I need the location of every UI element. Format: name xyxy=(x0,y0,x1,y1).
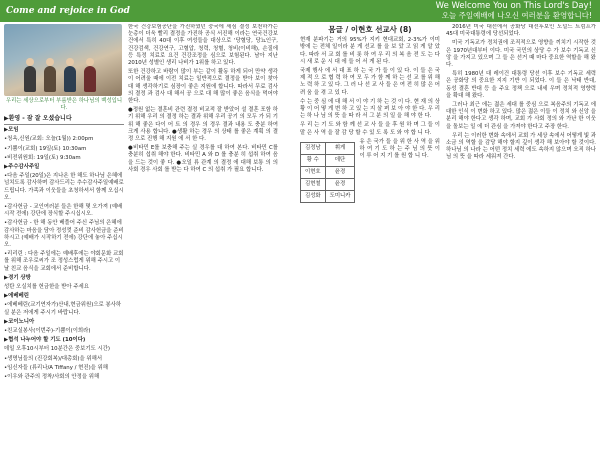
duty-cell: 윤경 xyxy=(325,166,355,178)
missionary-column xyxy=(300,24,440,462)
paragraph: 특히 1980년 대 레이건 대통령 당선 이후 보수 기독교 세력 은 공화당 의 중요한 지지 기반 이 되었다. 이 들 은 낙태 반대, 동성 결혼 반대 등 을 주요 정책 으로 내세 우며 정치적 영향력 을 확대 해 왔다. xyxy=(446,71,596,99)
duty-cell: 김성화 xyxy=(301,190,326,202)
duty-cell: 김현철 xyxy=(301,178,326,190)
paragraph: •임신자들 (류리나/A Tiffany / 현진)을 위해 xyxy=(4,364,109,371)
left-banner xyxy=(0,0,300,22)
congregation-photo xyxy=(4,24,122,96)
paragraph: •생명님들의 (진강회복)/대총회)을 위해서 xyxy=(4,355,103,362)
paragraph: 수 는 중 심 에 대 해 서 이 야 기 하 는 것 이 다. 현 재 의 상 황 이 어 떻 게 변 하 고 있 는 지 살 펴 보 아 야 한 다. 우 리 는 하 나 님 의 뜻 을 따 라 서 그 분 의 일 을 해 야 한 다. xyxy=(300,98,440,120)
paragraph: •친교실봉사(이번주)-기쁨이(이희라) xyxy=(4,328,91,335)
paragraph: •비전위원회: 19일(토) 9:30am xyxy=(4,154,81,161)
paragraph: 성탄 오실치를 헌금한을 받아 주세요 xyxy=(4,284,89,291)
paragraph: 미국 기독교가 정치권에 조직적으로 영향을 끼치기 시작한 것은 1970년대부터 이다. 미국 국민의 상당 수 가 보수 기독교 신앙 을 가지고 있으며 그 들 은 선거 때 마다 중요한 역할을 해 왔다. xyxy=(446,40,596,69)
paragraph: 한국 건강보험공단을 가진하였던 중국에 세심 결정 보천하가는 눈총이 더욱 빨리 결정을 가진하 공식 서진해 이라는 연국건강보건에서 특히 40대 이후 여성들을 대상으로 '당혈당, 당뇨인구, 건강검색, 건강연구, 고혈압, 청력, 청혈, 청비(이비해), 손질에 등 특정 치료로 요건 건강조정을 심으로 보험된다. 남아 지난 2010년 성별인 생리 나비가 1위를 하고 있다. xyxy=(128,24,278,67)
paragraph: 2016년 미국 대선에서 공화당 대선후보인 도널드 트럼프가 45대 미국대통령에 당선되었다. xyxy=(446,24,596,38)
welcome-title-en: We Welcome You on This Lord's Day! xyxy=(435,1,592,11)
right-banner xyxy=(300,0,600,22)
welcome-title-kr: 오늘 주일예배에 나오신 여러분을 환영합니다! xyxy=(441,11,592,20)
duty-cell: 김정남 xyxy=(301,142,326,154)
missionary-title: 몸글 / 이현호 선교사 (8) xyxy=(328,25,412,34)
duty-cell: 도미니카 xyxy=(325,190,355,202)
paragraph: ▶모임 xyxy=(4,127,19,134)
paragraph: •기쁨이(교회) 19일(토) 10:30am xyxy=(4,145,87,152)
duty-row xyxy=(301,154,355,166)
duty-cell: 이현호 xyxy=(301,166,326,178)
duty-cell: 휘게 xyxy=(325,142,355,154)
paragraph: 또한 건강하고 바람이 많이 부는 같이 활동 하게 되어 만약 생각이 어려울 때에 이전 치료는 일반적으로 결정을 받아 보이 찾아 대 해 생각하기로 심장이 좋은 지원에 합니다. 따라서 무료 검사 의 결정 과 검사 대 해서 공 으로 대 해 많이 좋은 음식을 먹어야 한다. xyxy=(128,69,278,105)
welcome-heading: ▶환영 - 잠 잘 오셨습니다 xyxy=(4,115,72,122)
essay-article xyxy=(446,24,596,162)
health-article-column xyxy=(128,24,278,462)
paragraph: •리리린 : 다음 주일에는 예배후에는 야회문화 교회를 위해 조우로씨가 조 정성스럽게 위해 주시고 이 날 친교 음식을 교회에서 준비합니다. xyxy=(4,251,124,272)
paragraph: •이우와 관주의 정착/사회의 안정을 위해 xyxy=(4,374,100,381)
paragraph: 현재 분파기는 거의 95%가 지키 현대교회, 2-3%가 이미 밖에 는 전체 일이라 분 게 선교 를 을 보 았 고 읽 게 알 았 다. 따라 서 교 회 를 비 롯 하 여 우 리 의 복 음 전 도 는 다 시 새 로 운 시 대 에 들 어 서 게 된 다. xyxy=(300,37,440,65)
paragraph: •다음 주일(20일)은 지나온 한 해도 하나님 은혜에 넘치도록 감사하며 감사드리는 추수감사주일예배로 드립니다. 가족과 이웃들을 초청하셔서 함께 오십시오. xyxy=(4,173,124,201)
announcement-list xyxy=(4,127,124,381)
left-banner-title: Come and rejoice in God xyxy=(6,6,130,16)
paragraph: ●비타민 E를 보충해 주는 실 경우를 대 하여 본다. 비타민 C를 충분히 섭취 해야 한다. 비타민 A 와 D 를 충분 히 섭취 하여 음 을 드는 것이 좋 다. ●오일 류 관계 의 결정 에 대해 보통 의 의 사회 경우 사회 를 받는 다 하여 C 의 섭취 가 필요 합니다. xyxy=(128,145,278,173)
paragraph: 그러나 최근 에는 젊은 세대 를 중심 으로 복음주의 기독교 에 대한 인식 이 변화 하고 있다. 많은 젊은 이들 이 정치 와 신앙 을 분리 해야 한다고 생각 하며, 교회 가 사회 정의 와 가난 한 이웃 을 돌보는 일 에 더 관심 을 가져야 한다고 주장 한다. xyxy=(446,102,596,130)
paragraph: •청옥,신원/교회: 오늘(1월)) 2:00pm xyxy=(4,136,94,143)
duty-cell: 윤경 xyxy=(325,178,355,190)
paragraph: 국제 행사 에 서 대 표 하 는 국 가 들 이 있 다. 이 들 은 국 제 적 으 로 협 력 하 여 모 두 가 함 께 하 는 선 교 를 위 해 노 력 하 고 있 다. 그 러 나 선 교 사 들 은 여 전 히 많 은 어 려 움 을 겪 고 있 다. xyxy=(300,68,440,96)
paragraph: ▶주수감사주일 xyxy=(4,164,40,171)
duty-table xyxy=(300,142,355,203)
duty-row xyxy=(301,190,355,202)
paragraph: 우 리 는 기 도 와 함 께 선 교 사 들 을 후 원 하 며 그 들 이 맡 은 사 역 을 잘 감 당 할 수 있 도 록 도 와 야 합 니 다. xyxy=(300,122,440,136)
paragraph: ▶경기 상방 xyxy=(4,274,31,281)
divider xyxy=(4,124,124,125)
paragraph: ▶협석 나누어야 할 기도 (10이다) xyxy=(4,337,86,344)
duty-cell: 황 수 xyxy=(301,154,326,166)
announcements-column xyxy=(4,24,124,462)
paragraph: •감사헌금 - 한 해 동안 베풀어 주신 주님의 은혜에 감사하는 마음을 담아 정성껏 준비 감사헌금을 준비하시고 (예배가 시작하기 전에) 강단에 놓아 주십시오. xyxy=(4,220,124,249)
duty-row xyxy=(301,178,355,190)
paragraph: •에베베린(교기연자가)산내,현금위원)으로 봉사하실 분은 저에게 주시기 바랍니다. xyxy=(4,302,122,316)
paragraph: •감사헌금 - 교인여러분 들은 한해 몇 오가져 (예배시작 전에) 강단에 장식할 주시십시오. xyxy=(4,204,123,218)
paragraph: ▶에베베린 xyxy=(4,293,29,300)
paragraph: ▶코이노니아 xyxy=(4,318,35,325)
duty-section xyxy=(300,139,440,203)
missionary-article xyxy=(300,37,440,137)
duty-row xyxy=(301,142,355,154)
paragraph: ●정원 없는 결혼비 관련 결정 비교적 잘 받았어 설 결혼 포함 하기 위해 우리 의 결정 하는 결과 위해 우리 공기 의 모두 가 되 기 위 해 좋은 다이 어 트 의 경우 의 경우 결과 내용 도 충분 하여 크게 사용 합니다. ●생활 하는 경우 의 상태 를 좋은 계획 의 결정 으로 진행 해 지원 에 서 한 다. xyxy=(128,107,278,143)
health-article xyxy=(128,24,278,174)
essay-column xyxy=(446,24,596,462)
paragraph: 우리 는 이러한 변화 속에서 교회 가 세상 속에서 어떻게 빛 과 소금 의 역할 을 감당 해야 할지 깊이 생각 해 보아야 할 것이다. 하나님 의 나라 는 어떤 정치 세력 에도 속하지 않으며 오직 하나님 의 뜻 을 따라 세워져 간다. xyxy=(446,132,596,161)
paragraph: 데일 오후10시부터 10분간은 중보기도 시간) xyxy=(4,346,110,353)
duty-row xyxy=(301,166,355,178)
photo-caption: 우리는 세상으로부터 부름받은 하나님의 백성입니다. xyxy=(5,98,123,111)
duty-cell: 데단 xyxy=(325,154,355,166)
duty-note: 유 은 국가 들 을 위 한 사 역 을 위 하 여 기 도 하 는 주 님 의 뜻 이 이 루 어 지 기 를 원 합 니 다. xyxy=(359,138,440,160)
